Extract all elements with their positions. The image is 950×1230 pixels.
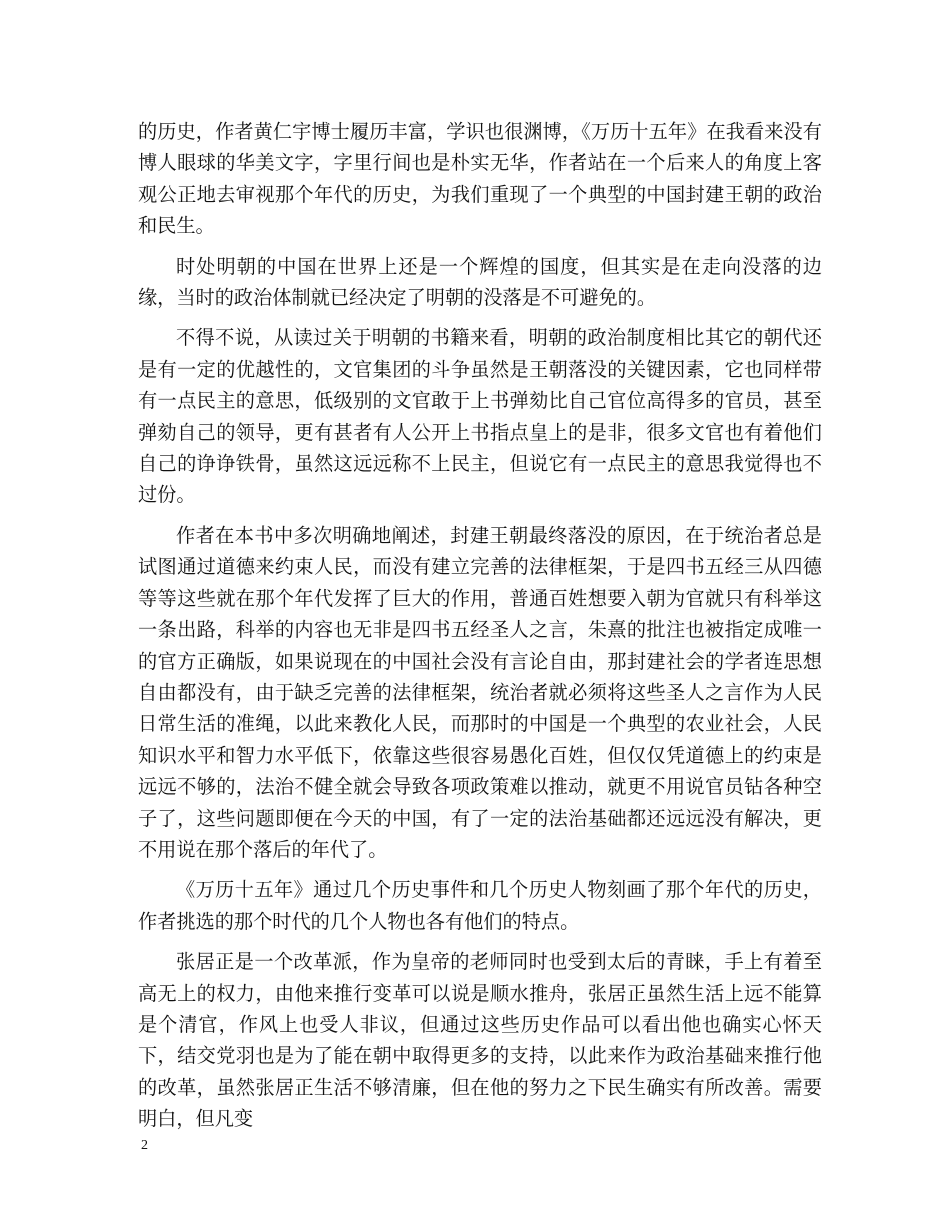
paragraph: 《万历十五年》通过几个历史事件和几个历史人物刻画了那个年代的历史，作者挑选的那个时代的几个人物也各有他们的特点。 bbox=[138, 878, 822, 933]
paragraph-continued: 的历史，作者黄仁宇博士履历丰富，学识也很渊博，《万历十五年》在我看来没有博人眼球的华美文字，字里行间也是朴实无华，作者站在一个后来人的角度上客观公正地去审视那个年代的历史，为我们重现了一个典型的中国封建王朝的政治和民生。 bbox=[138, 120, 822, 238]
paragraph: 作者在本书中多次明确地阐述，封建王朝最终落没的原因，在于统治者总是试图通过道德来约束人民，而没有建立完善的法律框架，于是四书五经三从四德等等这些就在那个年代发挥了巨大的作用，普通百姓想要入朝为官就只有科举这一条出路，科举的内容也无非是四书五经圣人之言，朱熹的批注也被指定成唯一的官方正确版，如果说现在的中国社会没有言论自由，那封建社会的学者连思想自由都没有，由于缺乏完善的法律框架，统治者就必须将这些圣人之言作为人民日常生活的准绳，以此来教化人民，而那时的中国是一个典型的农业社会，人民知识水平和智力水平低下，依靠这些很容易愚化百姓，但仅仅凭道德上的约束是远远不够的，法治不健全就会导致各项政策难以推动，就更不用说官员钻各种空子了，这些问题即便在今天的中国，有了一定的法治基础都还远远没有解决，更不用说在那个落后的年代了。 bbox=[138, 523, 822, 861]
paragraph: 不得不说，从读过关于明朝的书籍来看，明朝的政治制度相比其它的朝代还是有一定的优越性的，文官集团的斗争虽然是王朝落没的关键因素，它也同样带有一点民主的意思，低级别的文官敢于上书弹劾比自己官位高得多的官员，甚至弹劾自己的领导，更有甚者有人公开上书指点皇上的是非，很多文官也有着他们自己的诤诤铁骨，虽然这远远称不上民主，但说它有一点民主的意思我觉得也不过份。 bbox=[138, 326, 822, 507]
paragraph: 张居正是一个改革派，作为皇帝的老师同时也受到太后的青睐，手上有着至高无上的权力，由他来推行变革可以说是顺水推舟，张居正虽然生活上远不能算是个清官，作风上也受人非议，但通过这些历史作品可以看出他也确实心怀天下，结交党羽也是为了能在朝中取得更多的支持，以此来作为政治基础来推行他的改革，虽然张居正生活不够清廉，但在他的努力之下民生确实有所改善。需要明白，但凡变 bbox=[138, 950, 822, 1131]
body-text bbox=[138, 116, 822, 1135]
paragraph: 时处明朝的中国在世界上还是一个辉煌的国度，但其实是在走向没落的边缘，当时的政治体制就已经决定了明朝的没落是不可避免的。 bbox=[138, 254, 822, 310]
page-number: 2 bbox=[141, 1138, 148, 1153]
